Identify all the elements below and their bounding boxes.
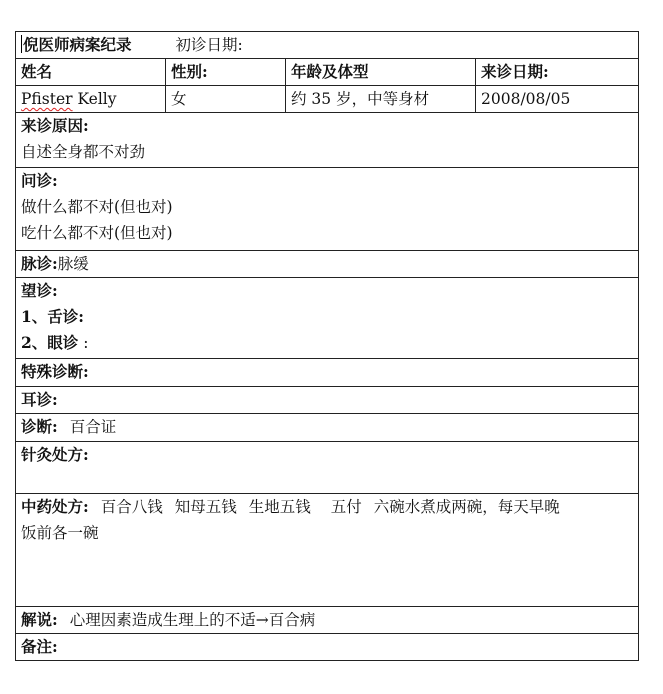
diagnosis-label: 诊断:: [21, 417, 58, 436]
tongue-diagnosis-label: 1、舌诊:: [21, 307, 85, 326]
eye-diagnosis-label: 2、眼诊: [21, 333, 79, 352]
inquiry-line-1: 做什么都不对(但也对): [21, 198, 173, 216]
inquiry-row: [16, 168, 639, 251]
patient-visit-date: 2008/08/05: [476, 86, 639, 113]
record-title-first-char: 倪: [23, 35, 39, 54]
remarks-row: [16, 634, 639, 661]
special-diagnosis-label: 特殊诊断:: [16, 359, 639, 387]
patient-header-row: [16, 59, 639, 86]
inquiry-cell: [16, 168, 639, 251]
medical-record-table: [15, 31, 639, 661]
name-header: 姓名: [16, 59, 166, 86]
inspection-label: 望诊:: [21, 281, 58, 300]
ear-diagnosis-row: [16, 387, 639, 414]
special-diagnosis-row: [16, 359, 639, 387]
herbal-item-5: 六碗水煮成两碗，每天早晚: [373, 498, 560, 516]
herbal-item-2: 知母五钱: [174, 498, 237, 516]
herbal-cell: [16, 494, 639, 607]
gender-header: 性别:: [166, 59, 286, 86]
explanation-row: [16, 607, 639, 634]
pulse-label: 脉诊:: [21, 254, 58, 273]
eye-diagnosis-colon: :: [83, 334, 89, 352]
inspection-cell: [16, 278, 639, 359]
pulse-value: 脉缓: [57, 255, 89, 273]
inquiry-line-2: 吃什么都不对(但也对): [21, 224, 173, 242]
diagnosis-cell: [16, 414, 639, 442]
explanation-value: 心理因素造成生理上的不适→百合病: [69, 611, 316, 629]
herbal-row: [16, 494, 639, 607]
herbal-item-1: 百合八钱: [100, 498, 163, 516]
pulse-row: [16, 251, 639, 278]
patient-name-cell: [16, 86, 166, 113]
patient-age-build: 约 35 岁，中等身材: [286, 86, 476, 113]
herbal-item-4: 五付: [330, 498, 362, 516]
acupuncture-label: 针灸处方:: [16, 442, 639, 494]
inquiry-label: 问诊:: [21, 171, 58, 190]
herbal-line-1: [21, 494, 633, 520]
reason-text: 自述全身都不对劲: [21, 143, 146, 161]
herbal-label: 中药处方:: [21, 497, 89, 516]
visit-date-header: 来诊日期:: [476, 59, 639, 86]
record-title: 医师病案纪录: [38, 35, 132, 54]
age-build-header: 年龄及体型: [286, 59, 476, 86]
pulse-cell: [16, 251, 639, 278]
ear-diagnosis-label: 耳诊:: [16, 387, 639, 414]
inspection-row: [16, 278, 639, 359]
explanation-cell: [16, 607, 639, 634]
patient-info-row: [16, 86, 639, 113]
patient-name-last: Kelly: [77, 90, 117, 108]
diagnosis-row: [16, 414, 639, 442]
reason-row: [16, 113, 639, 168]
acupuncture-row: [16, 442, 639, 494]
title-row: [16, 32, 639, 59]
patient-gender: 女: [166, 86, 286, 113]
explanation-label: 解说:: [21, 610, 58, 629]
eye-diagnosis-line: [21, 330, 633, 356]
first-visit-date-label: 初诊日期:: [175, 36, 243, 54]
herbal-line-2: 饭前各一碗: [21, 524, 99, 542]
text-cursor: [21, 35, 22, 53]
reason-label: 来诊原因:: [21, 116, 89, 135]
reason-cell: [16, 113, 639, 168]
remarks-label: 备注:: [16, 634, 639, 661]
patient-name-first: Pfister: [21, 90, 73, 108]
herbal-item-3: 生地五钱: [248, 498, 311, 516]
title-cell: [16, 32, 639, 59]
diagnosis-value: 百合证: [69, 418, 117, 436]
